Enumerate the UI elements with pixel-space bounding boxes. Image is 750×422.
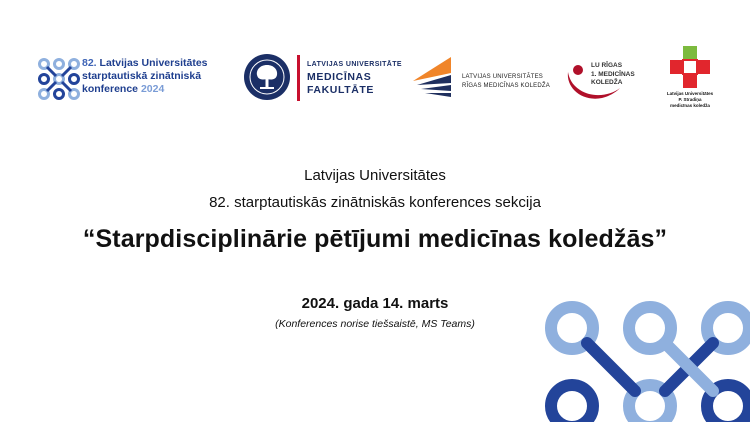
section-title: “Starpdisciplinārie pētījumi medicīnas koledžās” xyxy=(82,225,668,253)
conference-number: 82. xyxy=(82,57,97,69)
conference-line3: konference xyxy=(82,83,139,95)
stradins-text xyxy=(662,91,718,109)
riga-medical-college-logo xyxy=(411,55,551,103)
university-seal-icon xyxy=(243,53,291,101)
rmk-triangle-icon xyxy=(411,55,459,103)
lu1-text xyxy=(591,62,635,88)
conference-network-icon xyxy=(36,56,82,102)
medicine-line2: MEDICĪNAS xyxy=(307,71,372,83)
medicine-faculty-logo xyxy=(243,53,403,103)
network-decoration-icon xyxy=(530,290,750,422)
section-name: 82. starptautiskās zinātniskās konferences sekcija xyxy=(209,194,541,211)
rmk-text xyxy=(462,73,550,91)
lu-first-medical-college-logo xyxy=(562,58,652,106)
medicine-divider xyxy=(297,55,300,101)
stradins-line3: medicīnas koledža xyxy=(670,103,710,108)
stradins-line2: P. Stradiņa xyxy=(678,97,702,102)
logo-row xyxy=(0,0,750,130)
lu1-line3: KOLEDŽA xyxy=(591,79,623,86)
rmk-line1: LATVIJAS UNIVERSITĀTES xyxy=(462,74,543,80)
conference-logo xyxy=(36,56,236,102)
conference-logo-text xyxy=(82,57,208,96)
medicine-line3: FAKULTĀTE xyxy=(307,84,375,96)
event-date: 2024. gada 14. marts xyxy=(301,295,449,312)
event-note: (Konferences norise tiešsaistē, MS Teams) xyxy=(275,318,475,330)
conference-line2: starptautiskā zinātniskā xyxy=(82,70,202,82)
stradins-college-logo xyxy=(662,44,718,116)
medicine-faculty-text xyxy=(307,58,402,97)
medicine-line1: LATVIJAS UNIVERSITĀTE xyxy=(307,61,403,68)
stradins-line1: Latvijas Universitātes xyxy=(666,91,714,96)
university-name: Latvijas Universitātes xyxy=(304,167,446,184)
rmk-line2: RĪGAS MEDICĪNAS KOLEDŽA xyxy=(462,83,550,89)
lu1-line2: 1. MEDICĪNAS xyxy=(591,70,635,78)
stradins-cross-icon xyxy=(662,44,718,90)
conference-year: 2024 xyxy=(140,83,165,95)
conference-line1: Latvijas Universitātes xyxy=(99,57,208,69)
lu1-line1: LU RĪGAS xyxy=(591,62,623,69)
